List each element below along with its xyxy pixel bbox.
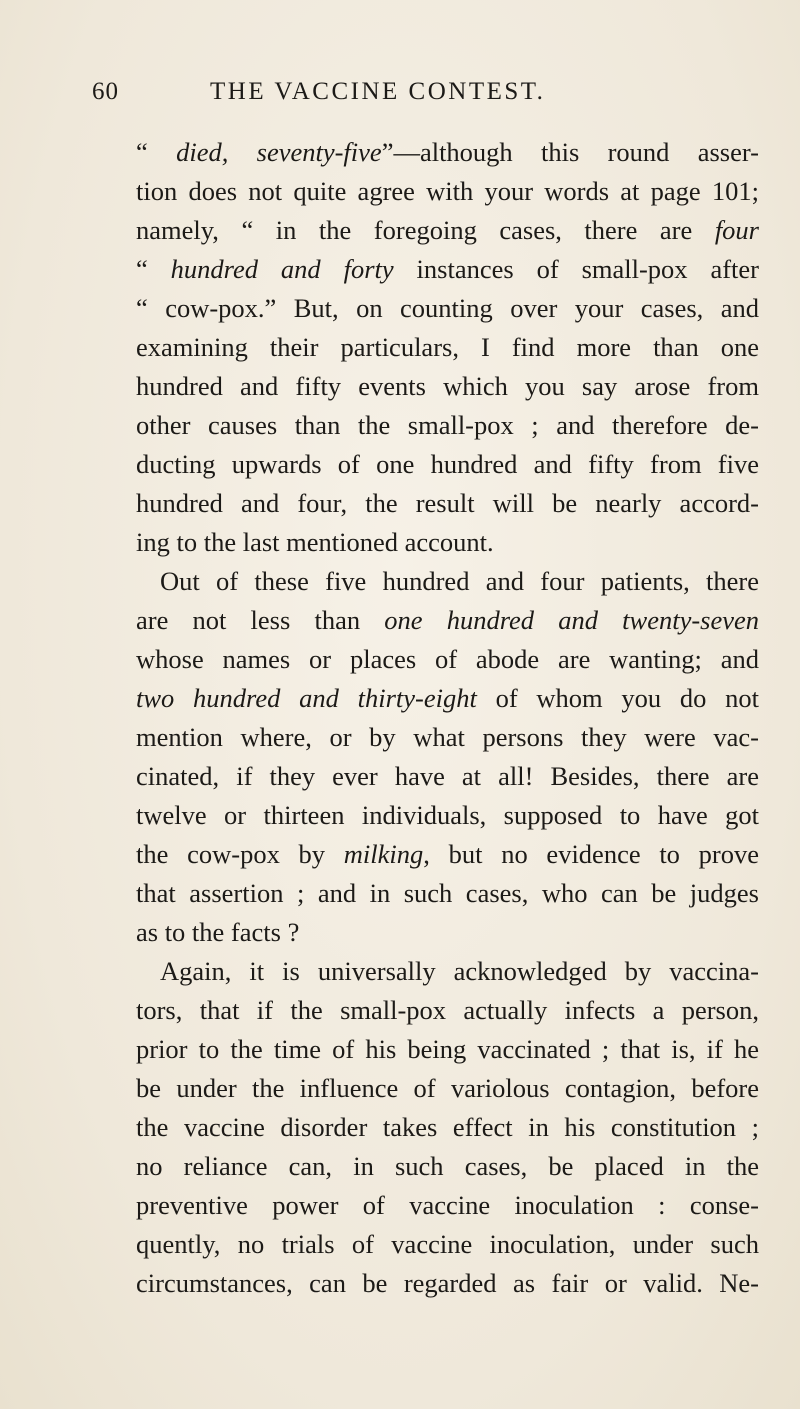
text-line: ducting upwards of one hundred and fifty from five: [136, 449, 759, 479]
text-line: mention where, or by what persons they were vac-: [136, 722, 759, 752]
text-line: two hundred and thirty-eight of whom you do not: [136, 683, 760, 713]
text-line: be under the influence of variolous contagion, before: [136, 1073, 759, 1103]
text-line: preventive power of vaccine inoculation : conse-: [136, 1190, 759, 1220]
text-line: prior to the time of his being vaccinated ; that is, if he: [136, 1034, 759, 1064]
text-line: the cow-pox by milking, but no evidence to prove: [136, 839, 759, 869]
text-line: Out of these five hundred and four patients, there: [160, 566, 759, 596]
page-header: [92, 78, 732, 118]
text-line: twelve or thirteen individuals, supposed to have got: [136, 800, 759, 830]
text-line: other causes than the small-pox ; and therefore de-: [136, 410, 759, 440]
text-line: as to the facts ?: [136, 917, 300, 947]
text-line: hundred and fifty events which you say arose from: [136, 371, 759, 401]
text-line: ing to the last mentioned account.: [136, 527, 494, 557]
text-line: quently, no trials of vaccine inoculation, under such: [136, 1229, 759, 1259]
text-line: the vaccine disorder takes effect in his constitution ;: [136, 1112, 759, 1142]
text-line: no reliance can, in such cases, be placed in the: [136, 1151, 759, 1181]
text-line: examining their particulars, I find more than one: [136, 332, 759, 362]
running-head: THE VACCINE CONTEST.: [210, 78, 546, 105]
text-line: that assertion ; and in such cases, who can be judges: [136, 878, 759, 908]
page-number: 60: [92, 78, 119, 105]
text-line: “ died, seventy-five”—although this round asser-: [136, 137, 759, 167]
text-line: tors, that if the small-pox actually infects a person,: [136, 995, 759, 1025]
text-line: namely, “ in the foregoing cases, there are four: [136, 215, 759, 245]
text-line: are not less than one hundred and twenty-seven: [136, 605, 759, 635]
text-line: “ hundred and forty instances of small-pox after: [136, 254, 759, 284]
text-line: cinated, if they ever have at all! Besides, there are: [136, 761, 759, 791]
text-line: “ cow-pox.” But, on counting over your cases, and: [136, 293, 759, 323]
text-line: Again, it is universally acknowledged by vaccina-: [160, 956, 759, 986]
text-line: tion does not quite agree with your words at page 101;: [136, 176, 759, 206]
text-line: hundred and four, the result will be nearly accord-: [136, 488, 759, 518]
text-line: whose names or places of abode are wanting; and: [136, 644, 759, 674]
text-line: circumstances, can be regarded as fair or valid. Ne-: [136, 1268, 759, 1298]
